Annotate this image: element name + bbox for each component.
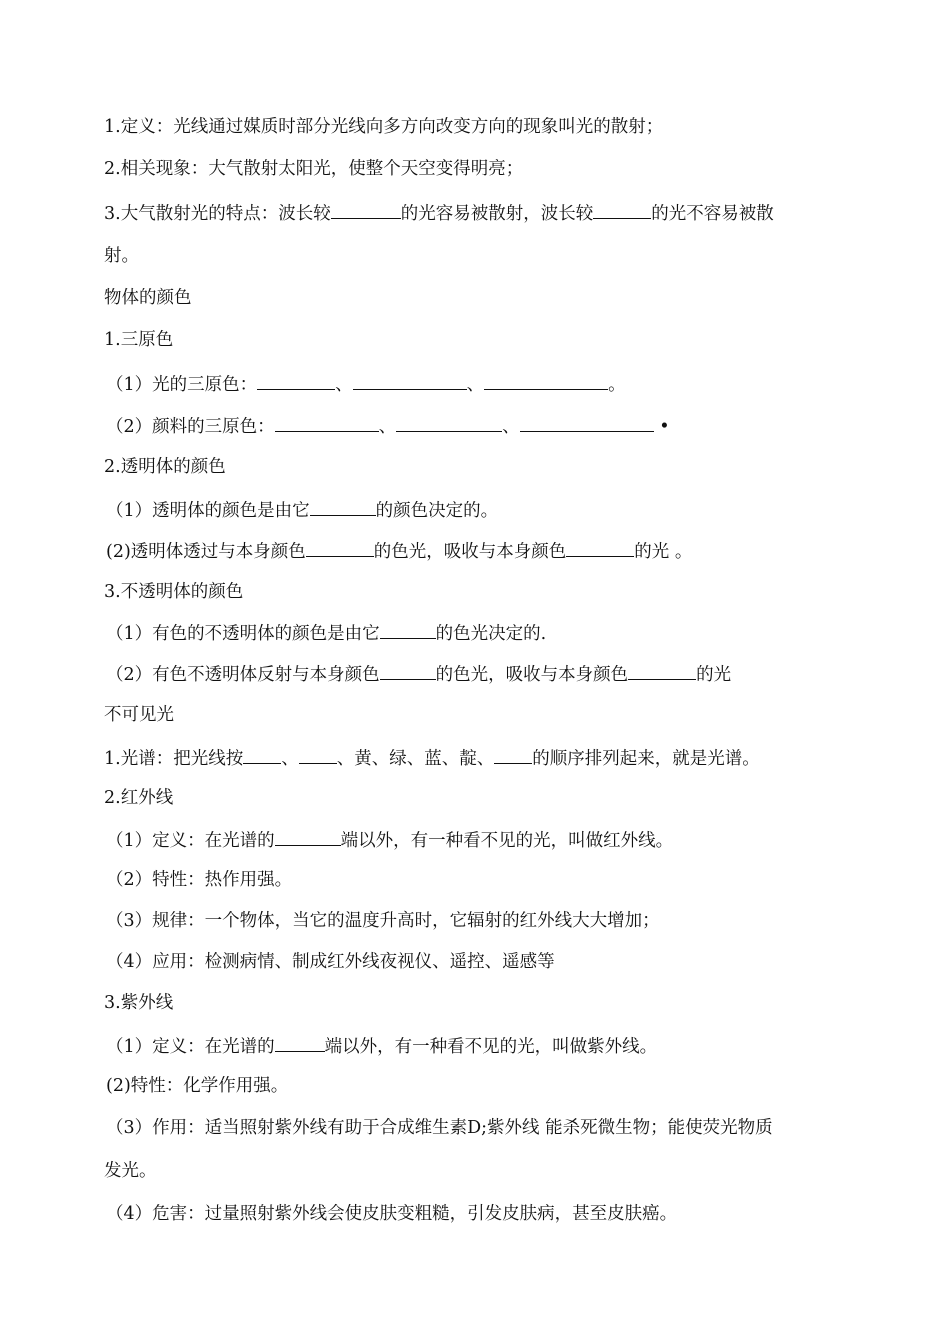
answer-blank[interactable]: [299, 745, 337, 764]
answer-blank[interactable]: [353, 371, 467, 390]
answer-blank[interactable]: [275, 827, 341, 846]
section-heading: 物体的颜色: [104, 288, 192, 308]
answer-blank[interactable]: [628, 661, 696, 680]
spectrum-definition: 1.光谱：把光线按 、 、黄、绿、蓝、靛、 的顺序排列起来，就是光谱。: [104, 745, 760, 771]
answer-blank[interactable]: [243, 745, 281, 764]
ultraviolet-harm: （4）危害：过量照射紫外线会使皮肤变粗糙，引发皮肤病，甚至皮肤癌。: [106, 1204, 678, 1224]
subsection-heading: 3.不透明体的颜色: [104, 582, 244, 602]
infrared-application: （4）应用：检测病情、制成红外线夜视仪、遥控、遥感等: [106, 952, 555, 972]
pigment-primary-colors: （2）颜料的三原色： 、 、 •: [106, 413, 670, 439]
answer-blank[interactable]: [306, 538, 374, 557]
answer-blank[interactable]: [520, 413, 654, 432]
answer-blank[interactable]: [257, 371, 335, 390]
opaque-item-1: （1）有色的不透明体的颜色是由它 的色光决定的.: [106, 620, 546, 646]
subsection-heading: 3.紫外线: [104, 993, 174, 1013]
scattering-phenomenon: 2.相关现象：大气散射太阳光，使整个天空变得明亮；: [104, 159, 524, 179]
answer-blank[interactable]: [566, 538, 634, 557]
transparent-item-2: (2)透明体透过与本身颜色 的色光，吸收与本身颜色 的光 。: [106, 538, 692, 564]
answer-blank[interactable]: [331, 200, 401, 219]
ultraviolet-function: （3）作用：适当照射紫外线有助于合成维生素D;紫外线 能杀死微生物；能使荧光物质: [106, 1118, 773, 1138]
subsection-heading: 1.三原色: [104, 330, 174, 350]
scattering-feature: 3.大气散射光的特点：波长较 的光容易被散射，波长较 的光不容易被散: [104, 200, 774, 226]
ultraviolet-property: (2)特性：化学作用强。: [106, 1076, 289, 1096]
section-heading: 不可见光: [104, 705, 174, 725]
scattering-feature-cont: 射。: [104, 246, 139, 266]
subsection-heading: 2.透明体的颜色: [104, 457, 226, 477]
transparent-item-1: （1）透明体的颜色是由它 的颜色决定的。: [106, 497, 498, 523]
answer-blank[interactable]: [275, 1033, 325, 1052]
answer-blank[interactable]: [380, 661, 436, 680]
infrared-rule: （3）规律：一个物体，当它的温度升高时，它辐射的红外线大大增加；: [106, 911, 660, 931]
ultraviolet-definition: （1）定义：在光谱的 端以外，有一种看不见的光，叫做紫外线。: [106, 1033, 657, 1059]
scattering-definition: 1.定义：光线通过媒质时部分光线向多方向改变方向的现象叫光的散射；: [104, 117, 664, 137]
ultraviolet-function-cont: 发光。: [104, 1161, 157, 1181]
answer-blank[interactable]: [484, 371, 608, 390]
infrared-definition: （1）定义：在光谱的 端以外，有一种看不见的光，叫做红外线。: [106, 827, 673, 853]
infrared-property: （2）特性：热作用强。: [106, 870, 293, 890]
answer-blank[interactable]: [310, 497, 376, 516]
light-primary-colors: （1）光的三原色： 、 、 。: [106, 371, 626, 397]
answer-blank[interactable]: [593, 200, 651, 219]
answer-blank[interactable]: [494, 745, 532, 764]
subsection-heading: 2.红外线: [104, 788, 174, 808]
answer-blank[interactable]: [396, 413, 502, 432]
opaque-item-2: （2）有色不透明体反射与本身颜色 的色光，吸收与本身颜色 的光: [106, 661, 731, 687]
answer-blank[interactable]: [380, 620, 436, 639]
answer-blank[interactable]: [275, 413, 379, 432]
